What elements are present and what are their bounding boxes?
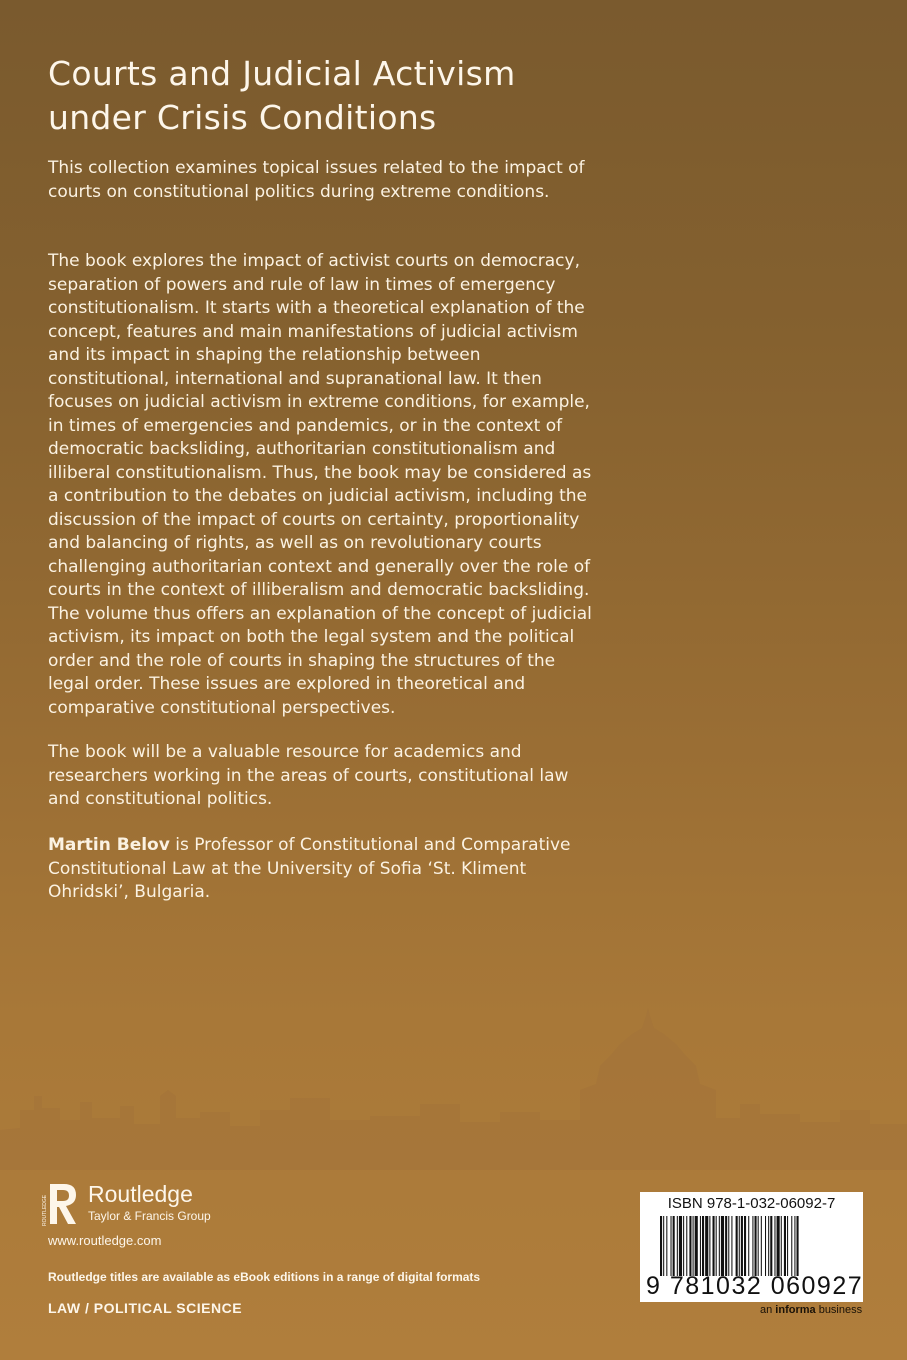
city-skyline-silhouette	[0, 1000, 907, 1170]
barcode-bar	[671, 1216, 672, 1276]
blurb-paragraph-1: This collection examines topical issues related to the impact of courts on constitutional politics during extreme conditions.	[48, 158, 585, 202]
barcode-bar	[663, 1216, 664, 1276]
publisher-group: Taylor & Francis Group	[88, 1209, 211, 1223]
barcode-bar	[761, 1216, 762, 1276]
subject-category: LAW / POLITICAL SCIENCE	[48, 1300, 243, 1316]
ebook-availability-note: Routledge titles are available as eBook editions in a range of digital formats	[48, 1270, 481, 1284]
book-title: Courts and Judicial Activism under Crisis Conditions	[48, 54, 516, 137]
isbn-label: ISBN 978-1-032-06092-7	[667, 1195, 836, 1212]
barcode-bar	[777, 1216, 780, 1276]
barcode-bar	[736, 1216, 738, 1276]
routledge-logo[interactable]	[44, 1180, 244, 1230]
barcode-bar	[693, 1216, 694, 1276]
barcode-bar	[784, 1216, 786, 1276]
barcode-bar	[774, 1216, 775, 1276]
barcode-bar	[660, 1216, 662, 1276]
informa-prefix: an	[760, 1304, 776, 1316]
barcode-bar	[752, 1216, 753, 1276]
author-bio-text: is Professor of Constitutional and Comparative Constitutional Law at the University of Sofia ‘St. Kliment Ohridski’, Bulgaria.	[48, 835, 571, 902]
barcode-bar	[744, 1216, 746, 1276]
barcode-bar	[739, 1216, 740, 1276]
barcode-bar	[716, 1216, 717, 1276]
barcode-bar	[666, 1216, 667, 1276]
barcode-bar	[673, 1216, 675, 1276]
barcode-bar	[679, 1216, 682, 1276]
barcode-bar	[728, 1216, 729, 1276]
barcode-bar	[713, 1216, 715, 1276]
routledge-r-icon	[44, 1180, 80, 1228]
barcode-bar	[770, 1216, 772, 1276]
informa-brand: informa	[775, 1304, 816, 1316]
barcode-bar	[781, 1216, 782, 1276]
informa-suffix: business	[815, 1304, 863, 1316]
barcode-bar	[797, 1216, 799, 1276]
barcode-bar	[702, 1216, 704, 1276]
barcode-bar	[677, 1216, 678, 1276]
publisher-name: Routledge	[88, 1181, 193, 1207]
blurb-paragraph-2: The book explores the impact of activist courts on democracy, separation of powers and rule of law in times of emergency constitutionalism. It starts with a theoretical explanation of the concept, features and main manifestations of judicial activism and its impact in shaping the relationship between constitutional, international and supranational law. It then focuses on judicial activism in extreme conditions, for example, in times of emergencies and pandemics, or in the context of democratic backsliding, authoritarian constitutionalism and illiberal constitutionalism. Thus, the book may be considered as a contribution to the debates on judicial activism, including the discussion of the impact of courts on certainty, proportionality and balancing of rights, as well as on revolutionary courts challenging authoritarian context and generally over the role of courts in the context of illiberalism and democratic backsliding. The volume thus offers an explanation of the concept of judicial activism, its impact on both the legal system and the political order and the role of courts in shaping the structures of the legal order. These issues are explored in theoretical and comparative constitutional perspectives.	[48, 251, 592, 718]
barcode-bar	[686, 1216, 687, 1276]
barcode-bar	[758, 1216, 759, 1276]
barcode-bar	[755, 1216, 757, 1276]
routledge-vertical-text: ROUTLEDGE	[42, 1194, 48, 1226]
publisher-website-link[interactable]: www.routledge.com	[48, 1233, 162, 1248]
author-bio	[48, 834, 593, 905]
author-name: Martin Belov	[48, 835, 170, 855]
barcode-bar	[765, 1216, 766, 1276]
barcode-bar	[683, 1216, 684, 1276]
isbn-barcode	[640, 1192, 863, 1302]
barcode-bar	[787, 1216, 788, 1276]
barcode-bar	[700, 1216, 701, 1276]
blurb-paragraph-3: The book will be a valuable resource for academics and researchers working in the areas of courts, constitutional law and constitutional politics.	[48, 742, 569, 809]
barcode-bar	[748, 1216, 749, 1276]
barcode-bar	[709, 1216, 710, 1276]
barcode-bar	[705, 1216, 708, 1276]
barcode-bar	[768, 1216, 769, 1276]
informa-business-tagline	[760, 1304, 862, 1316]
barcode-bar	[695, 1216, 698, 1276]
barcode-bar	[731, 1216, 732, 1276]
barcode-bars	[658, 1216, 851, 1276]
barcode-bar	[741, 1216, 743, 1276]
barcode-bar	[725, 1216, 727, 1276]
barcode-bar	[689, 1216, 691, 1276]
ean-digits: 9 781032 060927	[646, 1272, 864, 1300]
barcode-bar	[794, 1216, 795, 1276]
barcode-bar	[719, 1216, 720, 1276]
barcode-bar	[721, 1216, 724, 1276]
barcode-bar	[791, 1216, 792, 1276]
